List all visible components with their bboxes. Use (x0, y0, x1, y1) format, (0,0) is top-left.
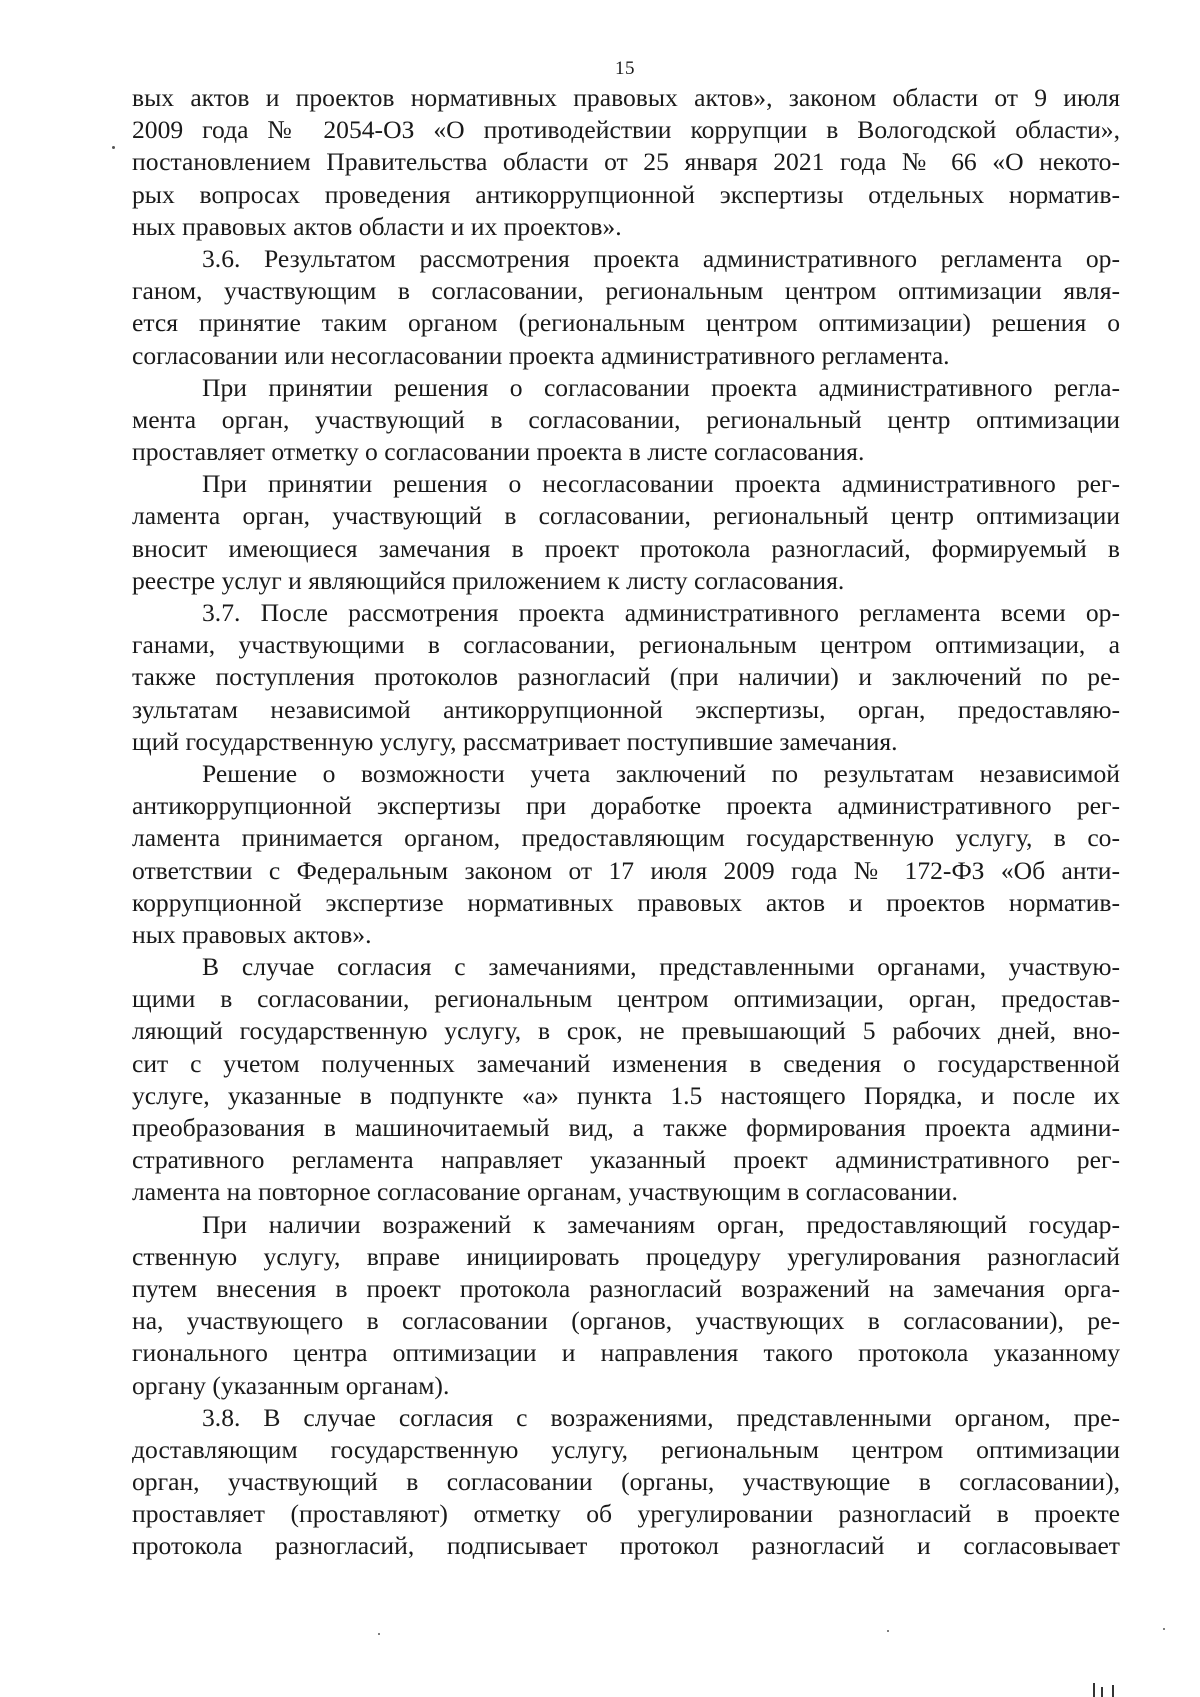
text-line: стративного регламента направляет указанный проект административного рег- (132, 1145, 1120, 1175)
scan-edge-mark (1101, 1687, 1103, 1697)
text-line: При принятии решения о согласовании проекта административного регла- (202, 372, 1120, 402)
text-line: ных правовых актов области и их проектов». (132, 211, 622, 241)
text-line: согласовании или несогласовании проекта административного регламента. (132, 340, 950, 370)
text-line: услуге, указанные в подпункте «а» пункта 1.5 настоящего Порядка, и после их (132, 1080, 1120, 1110)
text-line: ганом, участвующим в согласовании, региональным центром оптимизации явля- (132, 276, 1120, 306)
scan-speck (887, 1630, 889, 1632)
text-line: 3.8. В случае согласия с возражениями, представленными органом, пре- (202, 1402, 1120, 1432)
text-line: протокола разногласий, подписывает протокол разногласий и согласовывает (132, 1531, 1120, 1561)
text-line: органу (указанным органам). (132, 1370, 450, 1400)
scan-edge-mark (1093, 1683, 1095, 1697)
text-line: антикоррупционной экспертизы при доработке проекта административного рег- (132, 791, 1120, 821)
text-line: сит с учетом полученных замечаний изменения в сведения о государственной (132, 1048, 1120, 1078)
text-line: также поступления протоколов разногласий (при наличии) и заключений по ре- (132, 662, 1120, 692)
text-line: При наличии возражений к замечаниям орган, предоставляющий государ- (202, 1209, 1120, 1239)
text-line: путем внесения в проект протокола разногласий возражений на замечания орга- (132, 1273, 1120, 1303)
text-line: зультатам независимой антикоррупционной экспертизы, орган, предоставляю- (132, 694, 1120, 724)
text-line: доставляющим государственную услугу, региональным центром оптимизации (132, 1434, 1120, 1464)
text-line: коррупционной экспертизе нормативных правовых актов и проектов норматив- (132, 887, 1120, 917)
text-line: ется принятие таким органом (региональным центром оптимизации) решения о (132, 308, 1120, 338)
text-line: на, участвующего в согласовании (органов, участвующих в согласовании), ре- (132, 1306, 1120, 1336)
text-line: При принятии решения о несогласовании проекта административного рег- (202, 469, 1120, 499)
text-line: ганами, участвующими в согласовании, региональным центром оптимизации, а (132, 630, 1120, 660)
text-line: В случае согласия с замечаниями, представленными органами, участвую- (202, 952, 1120, 982)
text-line: проставляет отметку о согласовании проекта в листе согласования. (132, 437, 865, 467)
text-line: мента орган, участвующий в согласовании, региональный центр оптимизации (132, 404, 1120, 434)
text-line: вых актов и проектов нормативных правовых актов», законом области от 9 июля (132, 83, 1120, 112)
scan-edge-mark (1112, 1685, 1114, 1697)
text-line: реестре услуг и являющийся приложением к листу согласования. (132, 565, 845, 595)
text-line: рых вопросах проведения антикоррупционной экспертизы отдельных норматив- (132, 179, 1120, 209)
text-line: ственную услугу, вправе инициировать процедуру урегулирования разногласий (132, 1241, 1120, 1271)
document-body (132, 82, 1120, 1563)
text-line: 3.7. После рассмотрения проекта административного регламента всеми ор- (202, 598, 1120, 627)
text-line: ответствии с Федеральным законом от 17 июля 2009 года № 172-ФЗ «Об анти- (132, 855, 1120, 885)
text-line: постановлением Правительства области от 25 января 2021 года № 66 «О некото- (132, 147, 1120, 177)
text-line: ных правовых актов». (132, 919, 372, 949)
text-line: Решение о возможности учета заключений по результатам независимой (202, 758, 1120, 788)
text-line: вносит имеющиеся замечания в проект протокола разногласий, формируемый в (132, 533, 1120, 563)
text-line: ляющий государственную услугу, в срок, не превышающий 5 рабочих дней, вно- (132, 1016, 1120, 1046)
text-line: 3.6. Результатом рассмотрения проекта административного регламента ор- (202, 243, 1120, 273)
text-line: проставляет (проставляют) отметку об урегулировании разногласий в проекте (132, 1499, 1120, 1529)
text-line: ламента принимается органом, предоставляющим государственную услугу, в со- (132, 823, 1120, 853)
scan-speck (112, 146, 115, 149)
page-number: 15 (615, 58, 635, 79)
text-line: щими в согласовании, региональным центром оптимизации, орган, предостав- (132, 984, 1120, 1014)
text-line: ламента орган, участвующий в согласовании, региональный центр оптимизации (132, 501, 1120, 531)
text-line: 2009 года № 2054-ОЗ «О противодействии коррупции в Вологодской области», (132, 115, 1120, 145)
text-line: орган, участвующий в согласовании (органы, участвующие в согласовании), (132, 1467, 1120, 1497)
scan-speck (378, 1633, 380, 1635)
text-line: щий государственную услугу, рассматривает поступившие замечания. (132, 726, 898, 756)
text-line: гионального центра оптимизации и направления такого протокола указанному (132, 1338, 1120, 1368)
text-line: преобразования в машиночитаемый вид, а также формирования проекта админи- (132, 1113, 1120, 1142)
text-line: ламента на повторное согласование органам, участвующим в согласовании. (132, 1177, 958, 1207)
scan-speck (1163, 1628, 1165, 1630)
